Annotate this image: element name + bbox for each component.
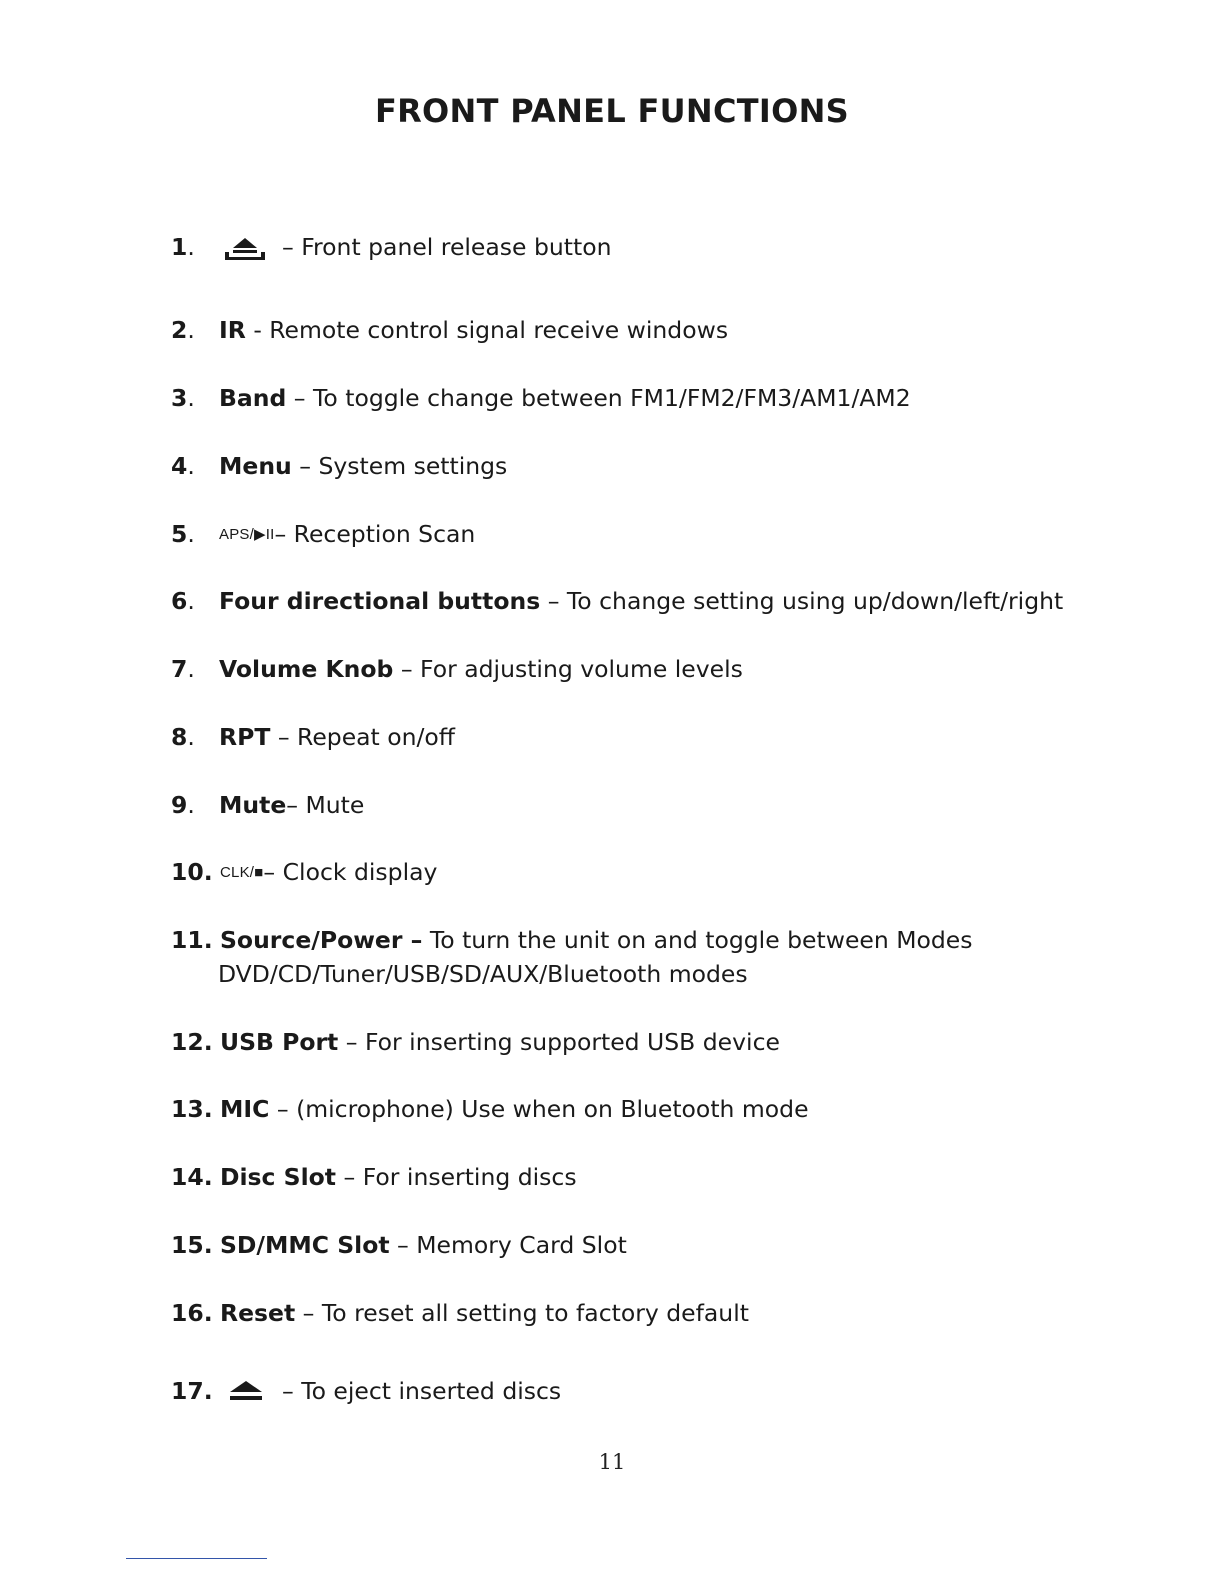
item-label: MIC xyxy=(220,1095,270,1123)
item-label: RPT xyxy=(219,723,271,751)
list-item-7: 7. Volume Knob – For adjusting volume levels xyxy=(171,655,743,683)
item-number: 9 xyxy=(171,791,188,819)
item-description: – Memory Card Slot xyxy=(389,1231,627,1259)
item-description: – To change setting using up/down/left/right xyxy=(540,587,1064,615)
item-number: 2 xyxy=(171,316,188,344)
item-description: – To toggle change between FM1/FM2/FM3/AM1/AM2 xyxy=(286,384,911,412)
list-item-1: 1. – Front panel release button xyxy=(171,230,611,264)
list-item-4: 4. Menu – System settings xyxy=(171,452,508,480)
item-label: Volume Knob xyxy=(219,655,394,683)
item-number: 4 xyxy=(171,452,188,480)
item-number: 6 xyxy=(171,587,188,615)
aps-play-pause-symbol: APS/▶II xyxy=(219,526,275,543)
footer-divider xyxy=(126,1558,267,1559)
item-description: – Front panel release button xyxy=(282,233,612,261)
list-item-3: 3. Band – To toggle change between FM1/FM2/FM3/AM1/AM2 xyxy=(171,384,911,412)
page-number: 11 xyxy=(598,1450,626,1474)
item-number: 13 xyxy=(171,1095,204,1123)
list-item-9: 9. Mute– Mute xyxy=(171,791,365,819)
list-item-13: 13. MIC – (microphone) Use when on Bluetooth mode xyxy=(171,1095,809,1123)
eject-icon xyxy=(226,1378,270,1408)
clk-stop-symbol: CLK/■ xyxy=(220,864,264,881)
item-label: SD/MMC Slot xyxy=(220,1231,390,1259)
list-item-2: 2. IR - Remote control signal receive windows xyxy=(171,316,729,344)
page-title: FRONT PANEL FUNCTIONS xyxy=(374,92,850,130)
item-description: – (microphone) Use when on Bluetooth mode xyxy=(269,1095,809,1123)
item-number: 12 xyxy=(171,1028,204,1056)
item-description: – Repeat on/off xyxy=(270,723,455,751)
item-label: Menu xyxy=(219,452,292,480)
item-number: 10 xyxy=(171,858,204,886)
item-number: 1 xyxy=(171,233,188,261)
item-description: – For adjusting volume levels xyxy=(393,655,743,683)
item-label: Reset xyxy=(220,1299,296,1327)
item-number: 7 xyxy=(171,655,188,683)
item-label: Mute xyxy=(219,791,287,819)
item-label: Disc Slot xyxy=(220,1163,337,1191)
item-number: 3 xyxy=(171,384,188,412)
list-item-8: 8. RPT – Repeat on/off xyxy=(171,723,455,751)
item-number: 14 xyxy=(171,1163,204,1191)
list-item-12: 12. USB Port – For inserting supported USB device xyxy=(171,1028,780,1056)
list-item-11: 11. Source/Power – To turn the unit on and toggle between Modes xyxy=(171,926,973,954)
list-item-10: 10. CLK/■– Clock display xyxy=(171,858,438,886)
item-description-continued: DVD/CD/Tuner/USB/SD/AUX/Bluetooth modes xyxy=(218,960,748,988)
item-description: – To eject inserted discs xyxy=(282,1377,562,1405)
item-description: – Reception Scan xyxy=(274,520,476,548)
item-description: – Mute xyxy=(286,791,365,819)
item-description: - Remote control signal receive windows xyxy=(245,316,729,344)
item-description: – Clock display xyxy=(263,858,438,886)
item-number: 17 xyxy=(171,1377,204,1405)
item-number: 15 xyxy=(171,1231,204,1259)
item-label: Band xyxy=(219,384,287,412)
list-item-16: 16. Reset – To reset all setting to factory default xyxy=(171,1299,749,1327)
item-description: – To reset all setting to factory default xyxy=(295,1299,749,1327)
item-description: – For inserting discs xyxy=(336,1163,577,1191)
list-item-17: 17. – To eject inserted discs xyxy=(171,1374,561,1408)
front-panel-release-icon xyxy=(222,234,270,264)
list-item-15: 15. SD/MMC Slot – Memory Card Slot xyxy=(171,1231,627,1259)
list-item-5: 5. APS/▶II– Reception Scan xyxy=(171,520,476,548)
item-number: 11 xyxy=(171,926,204,954)
item-description: – System settings xyxy=(291,452,508,480)
item-description: To turn the unit on and toggle between Modes xyxy=(422,926,973,954)
item-label: USB Port xyxy=(220,1028,339,1056)
item-label: Four directional buttons xyxy=(219,587,541,615)
item-number: 8 xyxy=(171,723,188,751)
item-number: 5 xyxy=(171,520,188,548)
item-description: – For inserting supported USB device xyxy=(338,1028,780,1056)
list-item-6: 6. Four directional buttons – To change setting using up/down/left/right xyxy=(171,587,1064,615)
item-label: IR xyxy=(219,316,246,344)
list-item-14: 14. Disc Slot – For inserting discs xyxy=(171,1163,577,1191)
item-label: Source/Power – xyxy=(220,926,423,954)
item-number: 16 xyxy=(171,1299,204,1327)
